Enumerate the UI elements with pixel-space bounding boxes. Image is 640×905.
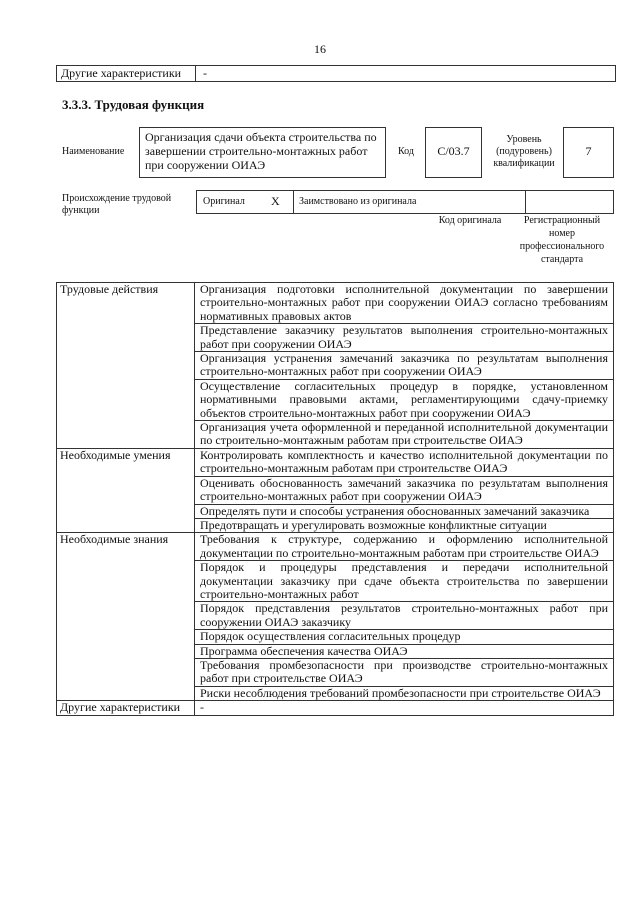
other-characteristics-label: Другие характеристики (61, 66, 182, 80)
code-label: Код (398, 146, 414, 157)
function-table (56, 282, 614, 716)
labor-actions-item: Осуществление согласительных процедур в порядке, установленном нормативными правовыми актами, регламентирующими сдачу-приемку объектов строительно-монтажных работ при сооружении ОИАЭ (195, 379, 614, 420)
labor-actions-item: Организация учета оформленной и переданной исполнительной документации по строительно-монтажным работам при строительстве ОИАЭ (195, 421, 614, 449)
skills-item: Контролировать комплектность и качество исполнительной документации по строительно-монтажным работам при строительстве ОИАЭ (195, 448, 614, 476)
skills-item: Определять пути и способы устранения обоснованных замечаний заказчика (195, 504, 614, 518)
knowledge-label: Необходимые знания (57, 533, 195, 701)
knowledge-item: Требования промбезопасности при производстве строительно-монтажных работ при строительстве ОИАЭ (195, 658, 614, 686)
knowledge-item: Требования к структуре, содержанию и оформлению исполнительной документации по строительно-монтажным работам при строительстве ОИАЭ (195, 533, 614, 561)
knowledge-item: Программа обеспечения качества ОИАЭ (195, 644, 614, 658)
registration-number-label: Регистрационный номер профессионального стандарта (519, 215, 605, 265)
knowledge-item: Порядок представления результатов строительно-монтажных работ при сооружении ОИАЭ заказчику (195, 602, 614, 630)
origin-row (196, 190, 614, 214)
other-characteristics-value: - (195, 701, 614, 715)
code-original-label: Код оригинала (438, 215, 502, 226)
level-label: Уровень (подуровень) квалификации (493, 134, 555, 169)
other-characteristics-value: - (203, 66, 207, 80)
borrowed-label: Заимствовано из оригинала (299, 196, 417, 207)
table-row (57, 533, 614, 561)
table-row (57, 448, 614, 476)
original-cell (197, 191, 294, 213)
page-number: 16 (314, 42, 326, 56)
function-name: Организация сдачи объекта строительства по завершении строительно-монтажных работ при сооружении ОИАЭ (139, 127, 386, 178)
knowledge-item: Порядок осуществления согласительных процедур (195, 630, 614, 644)
function-table-body (57, 283, 614, 716)
other-characteristics-row-top (56, 65, 616, 82)
original-mark: X (271, 194, 280, 208)
table-row (57, 701, 614, 715)
original-label: Оригинал (203, 196, 245, 207)
labor-actions-item: Представление заказчику результатов выполнения строительно-монтажных работ при сооружении ОИАЭ (195, 324, 614, 352)
column-divider (195, 66, 196, 81)
borrowed-cell (293, 191, 526, 213)
knowledge-item: Риски несоблюдения требований промбезопасности при строительстве ОИАЭ (195, 686, 614, 700)
other-characteristics-label: Другие характеристики (57, 701, 195, 715)
skills-item: Предотвращать и урегулировать возможные конфликтные ситуации (195, 518, 614, 532)
section-title: 3.3.3. Трудовая функция (62, 97, 205, 112)
origin-label: Происхождение трудовой функции (62, 193, 172, 216)
labor-actions-item: Организация устранения замечаний заказчика по результатам выполнения строительно-монтажных работ при сооружении ОИАЭ (195, 352, 614, 380)
function-code: C/03.7 (425, 127, 482, 178)
name-label: Наименование (62, 146, 125, 157)
labor-actions-label: Трудовые действия (57, 283, 195, 449)
skills-label: Необходимые умения (57, 448, 195, 532)
knowledge-item: Порядок и процедуры представления и передачи исполнительной документации заказчику при сдаче объекта строительства по завершении строительно-монтажных работ (195, 561, 614, 602)
table-row (57, 283, 614, 324)
qualification-level: 7 (563, 127, 614, 178)
skills-item: Оценивать обоснованность замечаний заказчика по результатам выполнения строительно-монтажных работ при сооружении ОИАЭ (195, 476, 614, 504)
labor-actions-item: Организация подготовки исполнительной документации по завершении строительно-монтажных работ при сооружении ОИАЭ согласно требованиям нормативных правовых актов (195, 283, 614, 324)
